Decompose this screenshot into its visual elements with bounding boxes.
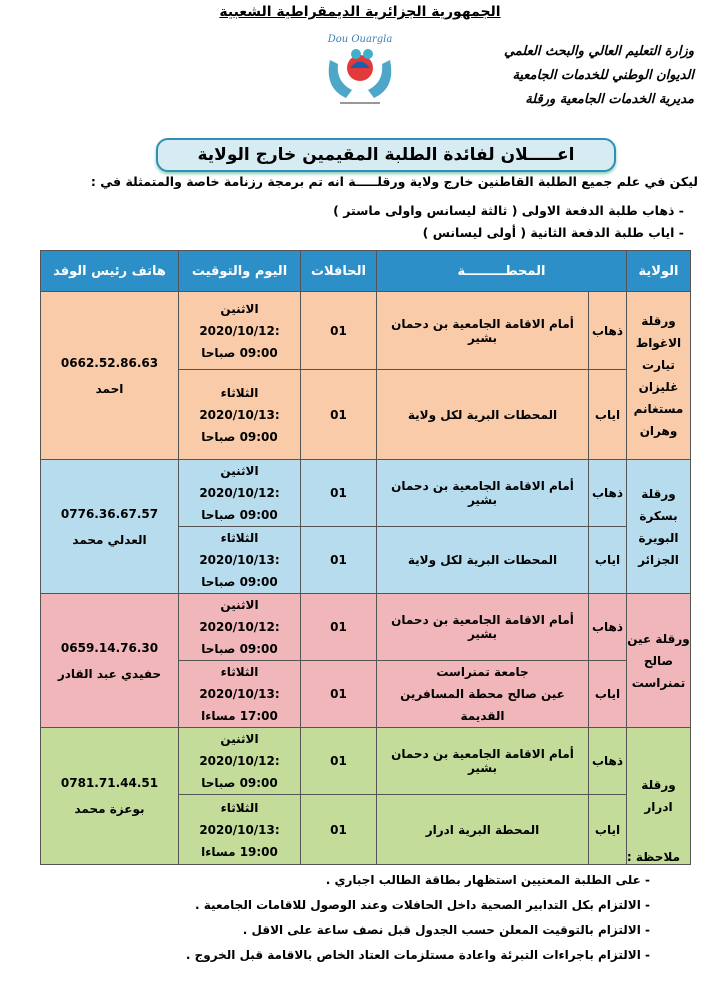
day-text: الثلاثاء :2020/10/13 <box>199 665 280 701</box>
station-cell: أمام الاقامة الجامعية بن دحمان بشير <box>377 728 589 795</box>
day-text: الثلاثاء :2020/10/13 <box>199 800 280 837</box>
station-cell: أمام الاقامة الجامعية بن دحمان بشير <box>377 594 589 661</box>
table-row <box>41 728 691 795</box>
logo <box>312 30 408 122</box>
schedule-table <box>40 250 691 865</box>
time-text: 17:00 مساءا <box>201 709 278 723</box>
direction-cell: اياب <box>589 795 627 865</box>
bullet-list <box>333 200 684 244</box>
day-text: الاثنين :2020/10/12 <box>199 464 280 500</box>
datetime-cell <box>179 527 301 594</box>
station-cell: المحطة البرية ادرار <box>377 795 589 865</box>
day-text: الاثنين :2020/10/12 <box>199 598 280 634</box>
ministry-line: وزارة التعليم العالي والبحث العلمي <box>503 44 694 59</box>
note-item: - الالتزام بالتوقيت المعلن حسب الجدول قبل نصف ساعة على الاقل . <box>186 918 650 943</box>
bullet-item: - اياب طلبة الدفعة الثانية ( أولى ليسانس ) <box>333 222 684 244</box>
time-text: 09:00 صباحا <box>201 429 278 444</box>
station-cell: المحطات البرية لكل ولاية <box>377 370 589 460</box>
announcement-banner: اعـــــلان لفائدة الطلبة المقيمين خارج الولاية <box>156 138 616 172</box>
buses-cell: 01 <box>301 594 377 661</box>
notes-section <box>186 850 680 968</box>
datetime-cell <box>179 661 301 728</box>
day-text: الاثنين :2020/10/12 <box>199 301 280 338</box>
buses-cell: 01 <box>301 661 377 728</box>
bullet-item: - ذهاب طلبة الدفعة الاولى ( ثالثة ليسانس واولى ماستر ) <box>333 200 684 222</box>
notes-title: ملاحظة : <box>626 850 680 864</box>
buses-cell: 01 <box>301 795 377 865</box>
table-row <box>41 460 691 527</box>
wilaya-cell: ورقلة ادرار <box>627 728 691 865</box>
day-text: الاثنين :2020/10/12 <box>199 732 280 768</box>
republic-header: الجمهورية الجزائرية الديمقراطية الشعبية <box>219 4 501 20</box>
time-text: 09:00 صباحا <box>201 776 278 790</box>
ministry-line: مديرية الخدمات الجامعية ورقلة <box>525 92 694 107</box>
datetime-cell <box>179 370 301 460</box>
note-item: - الالتزام بكل التدابير الصحية داخل الحافلات وعند الوصول للاقامات الجامعية . <box>186 893 650 918</box>
phone-number: 0659.14.76.30 <box>60 640 159 655</box>
leader-name: العدلي محمد <box>72 532 147 547</box>
direction-cell: ذهاب <box>589 594 627 661</box>
buses-cell: 01 <box>301 460 377 527</box>
time-text: 09:00 صباحا <box>201 345 278 360</box>
notes-list <box>186 868 680 968</box>
leader-name: احمد <box>95 381 124 396</box>
buses-cell: 01 <box>301 728 377 795</box>
note-item: - الالتزام باجراءات التبرئة واعادة مستلزمات العتاد الخاص بالاقامة قبل الخروج . <box>186 943 650 968</box>
direction-cell: اياب <box>589 370 627 460</box>
header-datetime: اليوم والتوقيت <box>179 251 301 292</box>
logo-text: Dou Ouargla <box>327 34 393 45</box>
station-cell: أمام الاقامة الجامعية بن دحمان بشير <box>377 292 589 370</box>
buses-cell: 01 <box>301 370 377 460</box>
station-cell: المحطات البرية لكل ولاية <box>377 527 589 594</box>
phone-number: 0662.52.86.63 <box>60 355 159 370</box>
direction-cell: ذهاب <box>589 728 627 795</box>
station-line: جامعة تمنراست <box>436 665 529 679</box>
station-cell <box>377 661 589 728</box>
phone-number: 0781.71.44.51 <box>60 776 159 790</box>
direction-cell: ذهاب <box>589 292 627 370</box>
phone-number: 0776.36.67.57 <box>60 506 159 521</box>
direction-cell: اياب <box>589 661 627 728</box>
intro-text: ليكن في علم جميع الطلبة القاطنين خارج ولاية ورقلـــــة انه تم برمجة رزنامة خاصة والمتمثلة في : <box>90 174 698 189</box>
phone-cell <box>41 292 179 460</box>
datetime-cell <box>179 594 301 661</box>
header-station: المحطـــــــــة <box>377 251 627 292</box>
phone-cell <box>41 728 179 865</box>
direction-cell: اياب <box>589 527 627 594</box>
station-line: عين صالح محطة المسافرين القديمة <box>400 687 565 723</box>
header-wilaya: الولاية <box>627 251 691 292</box>
ministry-line: الديوان الوطني للخدمات الجامعية <box>512 68 694 83</box>
day-text: الثلاثاء :2020/10/13 <box>199 531 280 567</box>
time-text: 09:00 صباحا <box>201 575 278 589</box>
note-item: - على الطلبة المعنيين استظهار بطاقة الطالب اجباري . <box>186 868 650 893</box>
datetime-cell <box>179 728 301 795</box>
buses-cell: 01 <box>301 292 377 370</box>
leader-name: حفيدي عبد القادر <box>57 666 162 681</box>
datetime-cell <box>179 292 301 370</box>
phone-cell <box>41 460 179 594</box>
header-buses: الحافلات <box>301 251 377 292</box>
table-header-row <box>41 251 691 292</box>
wilaya-cell: ورقلة بسكرة البويرة الجزائر <box>627 460 691 594</box>
header-phone: هاتف رئيس الوفد <box>41 251 179 292</box>
time-text: 09:00 صباحا <box>201 508 278 522</box>
wilaya-cell: ورقلة عين صالح تمنراست <box>627 594 691 728</box>
table-row <box>41 594 691 661</box>
day-text: الثلاثاء :2020/10/13 <box>199 385 280 422</box>
station-cell: أمام الاقامة الجامعية بن دحمان بشير <box>377 460 589 527</box>
leader-name: بوعزة محمد <box>74 802 145 816</box>
ministry-block <box>504 40 694 112</box>
table-row <box>41 292 691 370</box>
time-text: 19:00 مساءا <box>201 844 278 859</box>
buses-cell: 01 <box>301 527 377 594</box>
phone-cell <box>41 594 179 728</box>
datetime-cell <box>179 460 301 527</box>
direction-cell: ذهاب <box>589 460 627 527</box>
time-text: 09:00 صباحا <box>201 642 278 656</box>
wilaya-cell: ورقلة الاغواط تيارت غليزان مستغانم وهران <box>627 292 691 460</box>
